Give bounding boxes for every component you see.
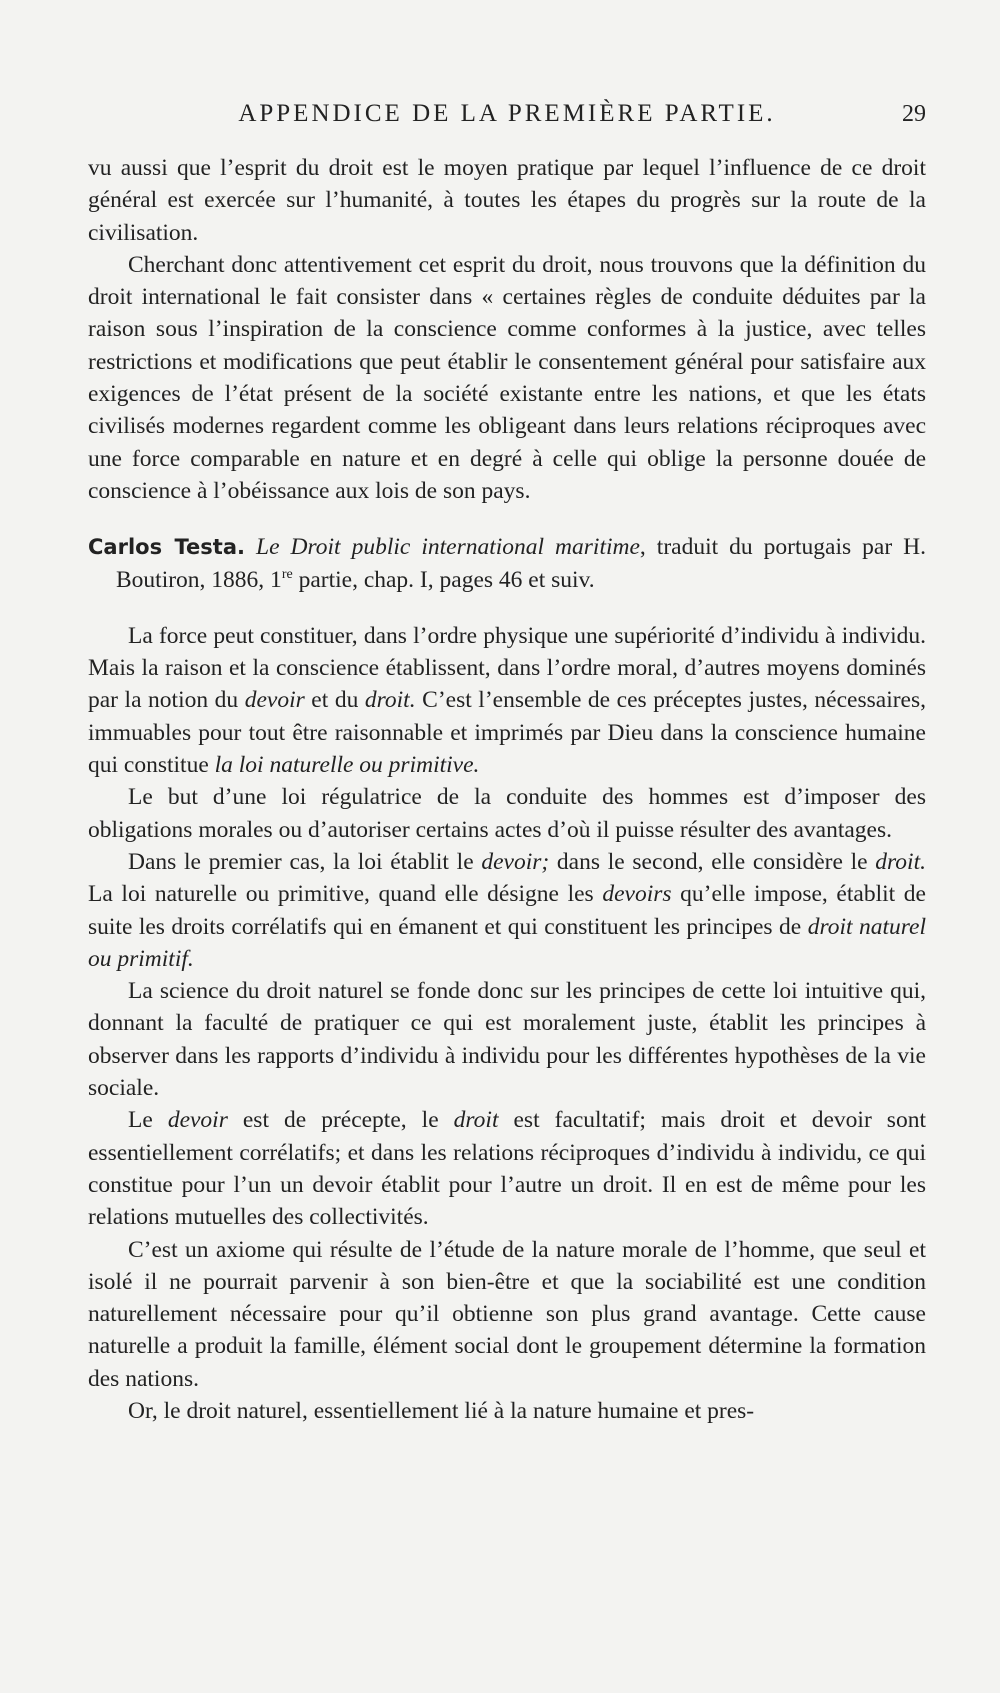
paragraph-3 bbox=[88, 620, 926, 781]
paragraph-6 bbox=[88, 975, 926, 1104]
italic-text: la loi naturelle ou primitive. bbox=[214, 752, 480, 779]
text: est facultatif; mais droit et devoir sont essentiellement corrélatifs; et dans les relations réciproques d’individu à individu, ce qui constitue pour l’un un devoir établit pour l’autre un droit. Il en est de même pour les relations mutuelles des collectivités. bbox=[88, 1107, 926, 1231]
text: Le but d’une loi régulatrice de la conduite des hommes est d’imposer des obligations morales ou d’autoriser certains actes d’où il puisse résulter des avantages. bbox=[88, 784, 926, 843]
italic-text: devoir; bbox=[481, 848, 550, 875]
text: La force peut constituer, dans l’ordre physique une supériorité d’individu à individu. Mais la raison et la conscience établissent, dans l’ordre moral, d’autres moyens dominés par la notion du bbox=[88, 622, 926, 714]
italic-text: droit. bbox=[875, 848, 926, 875]
citation-text: partie, chap. I, pages 46 et suiv. bbox=[292, 566, 595, 593]
citation-superscript: re bbox=[281, 566, 293, 582]
text: qu’elle impose, établit de suite les droits corrélatifs qui en émanent et qui constituent les principes de bbox=[88, 881, 926, 940]
italic-text: devoir bbox=[167, 1107, 228, 1134]
text: Or, le droit naturel, essentiellement lié à la nature humaine et pres- bbox=[128, 1397, 755, 1424]
italic-text: droit bbox=[453, 1107, 499, 1134]
text: Le bbox=[128, 1107, 168, 1134]
citation-work-title: Le Droit public international maritime bbox=[256, 534, 640, 561]
italic-text: droit. bbox=[364, 687, 416, 714]
italic-text: devoir bbox=[244, 687, 305, 714]
text: dans le second, elle considère le bbox=[549, 848, 876, 875]
paragraph-1 bbox=[88, 152, 926, 249]
body-text bbox=[88, 152, 926, 1427]
paragraph-9 bbox=[88, 1395, 926, 1427]
text: Dans le premier cas, la loi établit le bbox=[128, 848, 482, 875]
paragraph-8 bbox=[88, 1234, 926, 1395]
paragraph-5 bbox=[88, 846, 926, 975]
citation-author: Carlos Testa. bbox=[88, 535, 245, 560]
paragraph-7 bbox=[88, 1104, 926, 1233]
citation-text: , traduit du portugais par H. Boutiron, 1886, 1 bbox=[116, 534, 927, 593]
text: C’est l’ensemble de ces préceptes justes, nécessaires, immuables pour tout être raisonnable et imprimés par Dieu dans la conscience humaine qui constitue bbox=[88, 687, 926, 779]
text: La science du droit naturel se fonde donc sur les principes de cette loi intuitive qui, donnant la faculté de pratiquer ce qui est moralement juste, établit les principes à observer dans les rapports d’individu à individu pour les différentes hypothèses de la vie sociale. bbox=[88, 978, 926, 1102]
running-title: APPENDICE DE LA PREMIÈRE PARTIE. bbox=[238, 100, 776, 127]
paragraph-2 bbox=[88, 249, 926, 507]
page-number: 29 bbox=[902, 101, 926, 127]
text: Cherchant donc attentivement cet esprit du droit, nous trouvons que la définition du droit international le fait consister dans « certaines règles de conduite déduites par la raison sous l’inspiration de la conscience comme conformes à la justice, avec telles restrictions et modifications que peut établir le consentement général pour satisfaire aux exigences de l’état présent de la société existante entre les nations, et que les états civilisés modernes regardent comme les obligeant dans leurs relations réciproques avec une force comparable en nature et en degré à celle qui oblige la personne douée de conscience à l’obéissance aux lois de son pays. bbox=[88, 251, 926, 504]
text: vu aussi que l’esprit du droit est le moyen pratique par lequel l’influence de ce droit général est exercée sur l’humanité, à toutes les étapes du progrès sur la route de la civilisation. bbox=[88, 155, 926, 246]
citation bbox=[88, 531, 926, 596]
text: C’est un axiome qui résulte de l’étude de la nature morale de l’homme, que seul et isolé il ne pourrait parvenir à son bien-être et que la sociabilité est une condition naturellement nécessaire pour qu’il obtienne son plus grand avantage. Cette cause naturelle a produit la famille, élément social dont le groupement détermine la formation des nations. bbox=[88, 1236, 926, 1392]
running-head bbox=[88, 96, 926, 132]
italic-text: devoirs bbox=[602, 881, 672, 908]
text: La loi naturelle ou primitive, quand elle désigne les bbox=[88, 881, 603, 908]
paragraph-4 bbox=[88, 781, 926, 846]
text: et du bbox=[304, 687, 365, 714]
italic-text: droit naturel ou primitif. bbox=[88, 913, 926, 972]
text: est de précepte, le bbox=[227, 1107, 454, 1134]
